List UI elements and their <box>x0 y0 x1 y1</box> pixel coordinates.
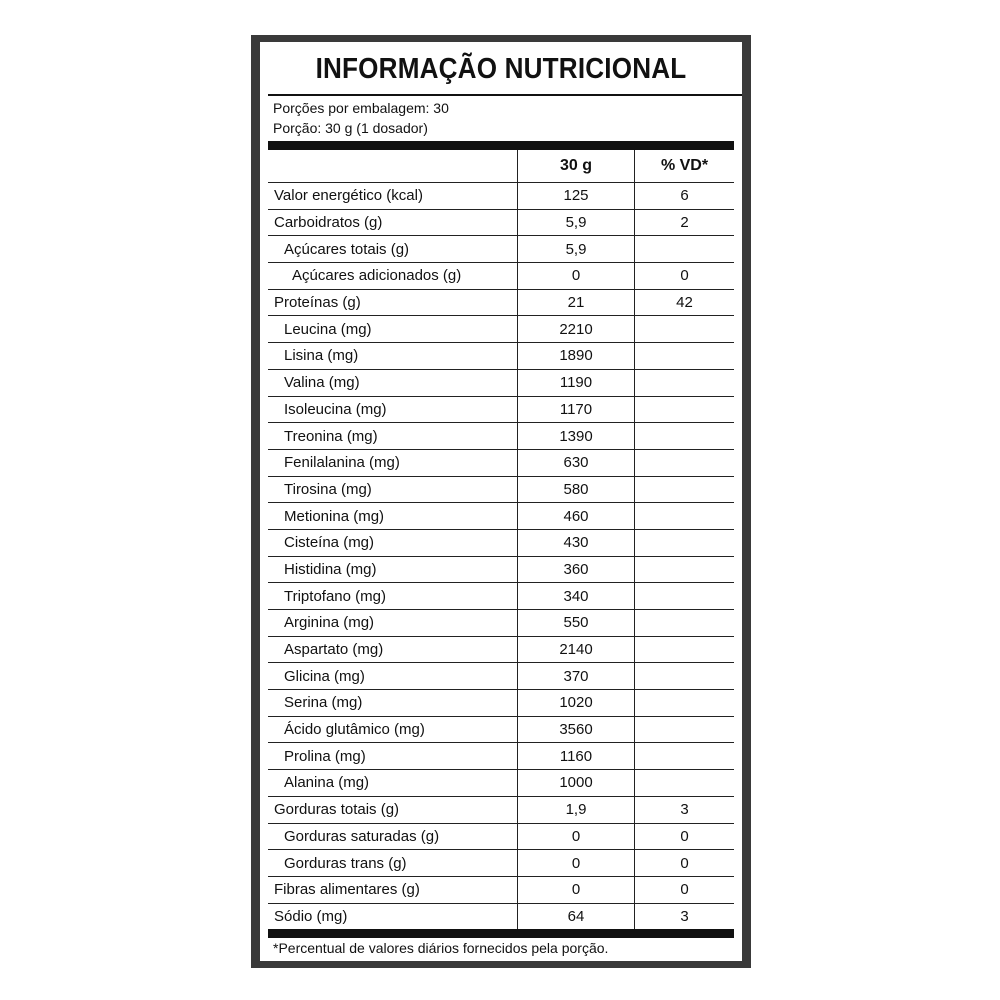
nutrient-name: Gorduras totais (g) <box>268 797 518 823</box>
table-row <box>268 770 734 797</box>
table-row <box>268 397 734 424</box>
nutrient-name: Fenilalanina (mg) <box>268 450 518 476</box>
nutrient-value: 1020 <box>518 690 635 716</box>
header-vd-cell: % VD* <box>660 157 709 174</box>
table-row <box>268 423 734 450</box>
table-row <box>268 236 734 263</box>
table-row <box>268 824 734 851</box>
nutrient-name: Ácido glutâmico (mg) <box>268 717 518 743</box>
table-row <box>268 717 734 744</box>
table-row <box>268 743 734 770</box>
nutrient-name: Metionina (mg) <box>268 503 518 529</box>
nutrient-value: 64 <box>518 904 635 931</box>
nutrient-name: Leucina (mg) <box>268 316 518 342</box>
nutrient-vd <box>635 316 734 342</box>
table-header-row <box>268 150 734 183</box>
nutrient-vd <box>635 717 734 743</box>
nutrient-vd <box>635 397 734 423</box>
nutrient-name: Fibras alimentares (g) <box>268 877 518 903</box>
table-row <box>268 290 734 317</box>
nutrient-name: Histidina (mg) <box>268 557 518 583</box>
nutrient-value: 2140 <box>518 637 635 663</box>
nutrient-value: 1000 <box>518 770 635 796</box>
nutrient-value: 1190 <box>518 370 635 396</box>
nutrient-vd <box>635 583 734 609</box>
nutrient-name: Aspartato (mg) <box>268 637 518 663</box>
nutrient-vd <box>635 503 734 529</box>
nutrient-value: 370 <box>518 663 635 689</box>
nutrient-vd <box>635 343 734 369</box>
nutrient-name: Açúcares totais (g) <box>268 236 518 262</box>
table-row <box>268 450 734 477</box>
table-row <box>268 904 734 931</box>
nutrient-value: 580 <box>518 477 635 503</box>
nutrient-vd <box>635 770 734 796</box>
nutrient-name: Sódio (mg) <box>268 904 518 931</box>
nutrient-name: Treonina (mg) <box>268 423 518 449</box>
nutrition-label <box>260 42 742 961</box>
nutrient-value: 550 <box>518 610 635 636</box>
nutrient-vd <box>635 743 734 769</box>
nutrient-vd: 0 <box>680 854 689 872</box>
nutrient-vd <box>635 663 734 689</box>
nutrient-name: Glicina (mg) <box>268 663 518 689</box>
nutrient-name: Açúcares adicionados (g) <box>268 263 518 289</box>
header-serving-cell: 30 g <box>518 150 635 182</box>
nutrient-value: 3560 <box>518 717 635 743</box>
table-row <box>268 530 734 557</box>
nutrient-value: 0 <box>518 877 635 903</box>
label-title: INFORMAÇÃO NUTRICIONAL <box>315 53 687 85</box>
nutrient-vd <box>635 637 734 663</box>
serving-size: Porção: 30 g (1 dosador) <box>273 120 428 136</box>
nutrient-vd: 0 <box>680 267 689 285</box>
nutrient-value: 1890 <box>518 343 635 369</box>
table-row <box>268 850 734 877</box>
nutrient-name: Valor energético (kcal) <box>268 183 518 209</box>
nutrient-name: Gorduras trans (g) <box>268 850 518 876</box>
nutrient-vd: 6 <box>680 187 689 205</box>
table-row <box>268 557 734 584</box>
table-row <box>268 503 734 530</box>
nutrient-vd <box>635 477 734 503</box>
table-row <box>268 210 734 237</box>
nutrient-vd <box>635 370 734 396</box>
nutrient-vd <box>635 450 734 476</box>
header-name-cell <box>268 150 518 182</box>
nutrient-vd <box>635 236 734 262</box>
nutrient-vd: 0 <box>680 827 689 845</box>
nutrient-vd: 0 <box>680 881 689 899</box>
footnote: *Percentual de valores diários fornecidos pela porção. <box>273 940 609 956</box>
nutrient-value: 340 <box>518 583 635 609</box>
table-row <box>268 370 734 397</box>
nutrient-value: 460 <box>518 503 635 529</box>
nutrient-name: Proteínas (g) <box>268 290 518 316</box>
nutrient-value: 5,9 <box>518 236 635 262</box>
table-row <box>268 797 734 824</box>
table-row <box>268 690 734 717</box>
nutrient-vd: 3 <box>680 908 689 926</box>
table-row <box>268 477 734 504</box>
thick-divider-top <box>268 141 734 150</box>
nutrient-name: Triptofano (mg) <box>268 583 518 609</box>
nutrient-name: Lisina (mg) <box>268 343 518 369</box>
servings-per-package: Porções por embalagem: 30 <box>273 100 449 116</box>
nutrient-value: 21 <box>518 290 635 316</box>
table-row <box>268 343 734 370</box>
nutrient-name: Alanina (mg) <box>268 770 518 796</box>
nutrient-value: 430 <box>518 530 635 556</box>
nutrient-value: 360 <box>518 557 635 583</box>
table-row <box>268 183 734 210</box>
nutrient-value: 0 <box>518 824 635 850</box>
nutrient-name: Gorduras saturadas (g) <box>268 824 518 850</box>
nutrient-value: 2210 <box>518 316 635 342</box>
nutrient-value: 125 <box>518 183 635 209</box>
nutrient-name: Carboidratos (g) <box>268 210 518 236</box>
title-divider <box>268 94 742 96</box>
nutrient-name: Tirosina (mg) <box>268 477 518 503</box>
table-row <box>268 663 734 690</box>
nutrient-value: 1170 <box>518 397 635 423</box>
nutrient-value: 5,9 <box>518 210 635 236</box>
nutrient-name: Arginina (mg) <box>268 610 518 636</box>
nutrient-value: 1,9 <box>518 797 635 823</box>
nutrient-name: Valina (mg) <box>268 370 518 396</box>
thick-divider-bottom <box>268 929 734 938</box>
nutrient-value: 1390 <box>518 423 635 449</box>
table-row <box>268 583 734 610</box>
nutrient-vd <box>635 530 734 556</box>
nutrient-vd: 42 <box>676 294 693 312</box>
table-row <box>268 610 734 637</box>
table-row <box>268 877 734 904</box>
nutrient-name: Cisteína (mg) <box>268 530 518 556</box>
nutrient-value: 630 <box>518 450 635 476</box>
table-row <box>268 263 734 290</box>
nutrient-vd <box>635 423 734 449</box>
nutrient-vd: 3 <box>680 801 689 819</box>
nutrient-vd <box>635 610 734 636</box>
table-row <box>268 637 734 664</box>
nutrition-table <box>268 150 734 930</box>
nutrient-name: Prolina (mg) <box>268 743 518 769</box>
nutrient-name: Isoleucina (mg) <box>268 397 518 423</box>
nutrition-label-frame <box>251 35 751 968</box>
nutrient-vd <box>635 690 734 716</box>
nutrient-value: 1160 <box>518 743 635 769</box>
nutrient-vd: 2 <box>680 214 689 232</box>
nutrient-value: 0 <box>518 850 635 876</box>
nutrient-name: Serina (mg) <box>268 690 518 716</box>
nutrient-vd <box>635 557 734 583</box>
table-row <box>268 316 734 343</box>
nutrient-value: 0 <box>518 263 635 289</box>
